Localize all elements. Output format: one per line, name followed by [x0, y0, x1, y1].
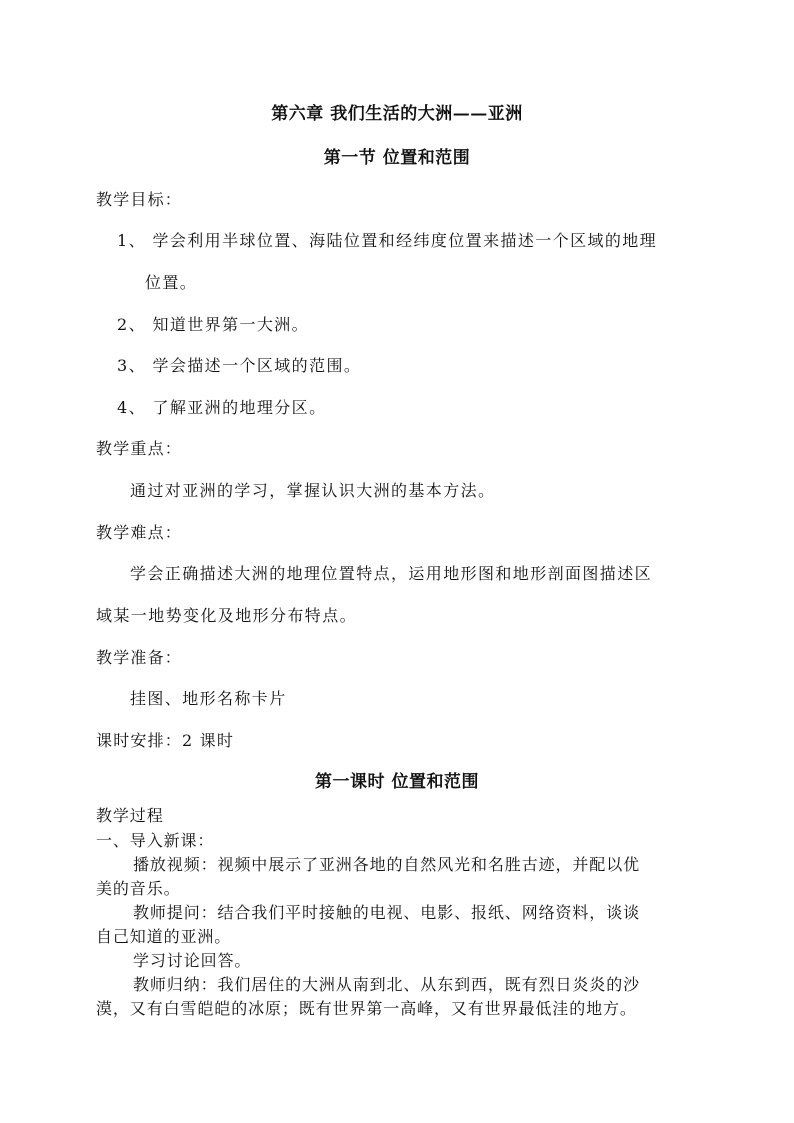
objective-item-3: 3、 学会描述一个区域的范围。 [117, 356, 362, 375]
objective-item-2: 2、 知道世界第一大洲。 [117, 315, 310, 334]
key-points-label: 教学重点： [96, 439, 183, 458]
schedule-text: 课时安排：2 课时 [96, 731, 235, 750]
intro-line-3: 教师提问：结合我们平时接触的电视、电影、报纸、网络资料，谈谈 [133, 903, 641, 922]
intro-label: 一、导入新课： [96, 831, 215, 850]
objective-item-1: 1、 学会利用半球位置、海陆位置和经纬度位置来描述一个区域的地理 [117, 231, 658, 250]
key-points-text: 通过对亚洲的学习，掌握认识大洲的基本方法。 [130, 481, 496, 500]
preparation-label: 教学准备： [96, 648, 183, 667]
difficulties-line-1: 学会正确描述大洲的地理位置特点，运用地形图和地形剖面图描述区 [130, 564, 653, 583]
chapter-title: 第六章 我们生活的大洲——亚洲 [271, 104, 523, 124]
process-label: 教学过程 [96, 806, 164, 825]
intro-line-5: 学习讨论回答。 [133, 951, 252, 970]
intro-line-1: 播放视频：视频中展示了亚洲各地的自然风光和名胜古迹，并配以优 [133, 855, 641, 874]
objectives-label: 教学目标： [96, 190, 183, 209]
intro-line-4: 自己知道的亚洲。 [96, 927, 232, 946]
intro-line-7: 漠，又有白雪皑皑的冰原；既有世界第一高峰，又有世界最低洼的地方。 [96, 999, 637, 1018]
objective-item-4: 4、 了解亚洲的地理分区。 [117, 398, 327, 417]
difficulties-label: 教学难点： [96, 523, 183, 542]
intro-line-6: 教师归纳：我们居住的大洲从南到北、从东到西，既有烈日炎炎的沙 [133, 975, 641, 994]
preparation-text: 挂图、地形名称卡片 [130, 689, 287, 708]
intro-line-2: 美的音乐。 [96, 879, 181, 898]
objective-item-1-continued: 位置。 [145, 273, 198, 292]
section-title: 第一节 位置和范围 [323, 148, 471, 168]
difficulties-line-2: 域某一地势变化及地形分布特点。 [96, 606, 358, 625]
lesson-title: 第一课时 位置和范围 [315, 772, 479, 792]
